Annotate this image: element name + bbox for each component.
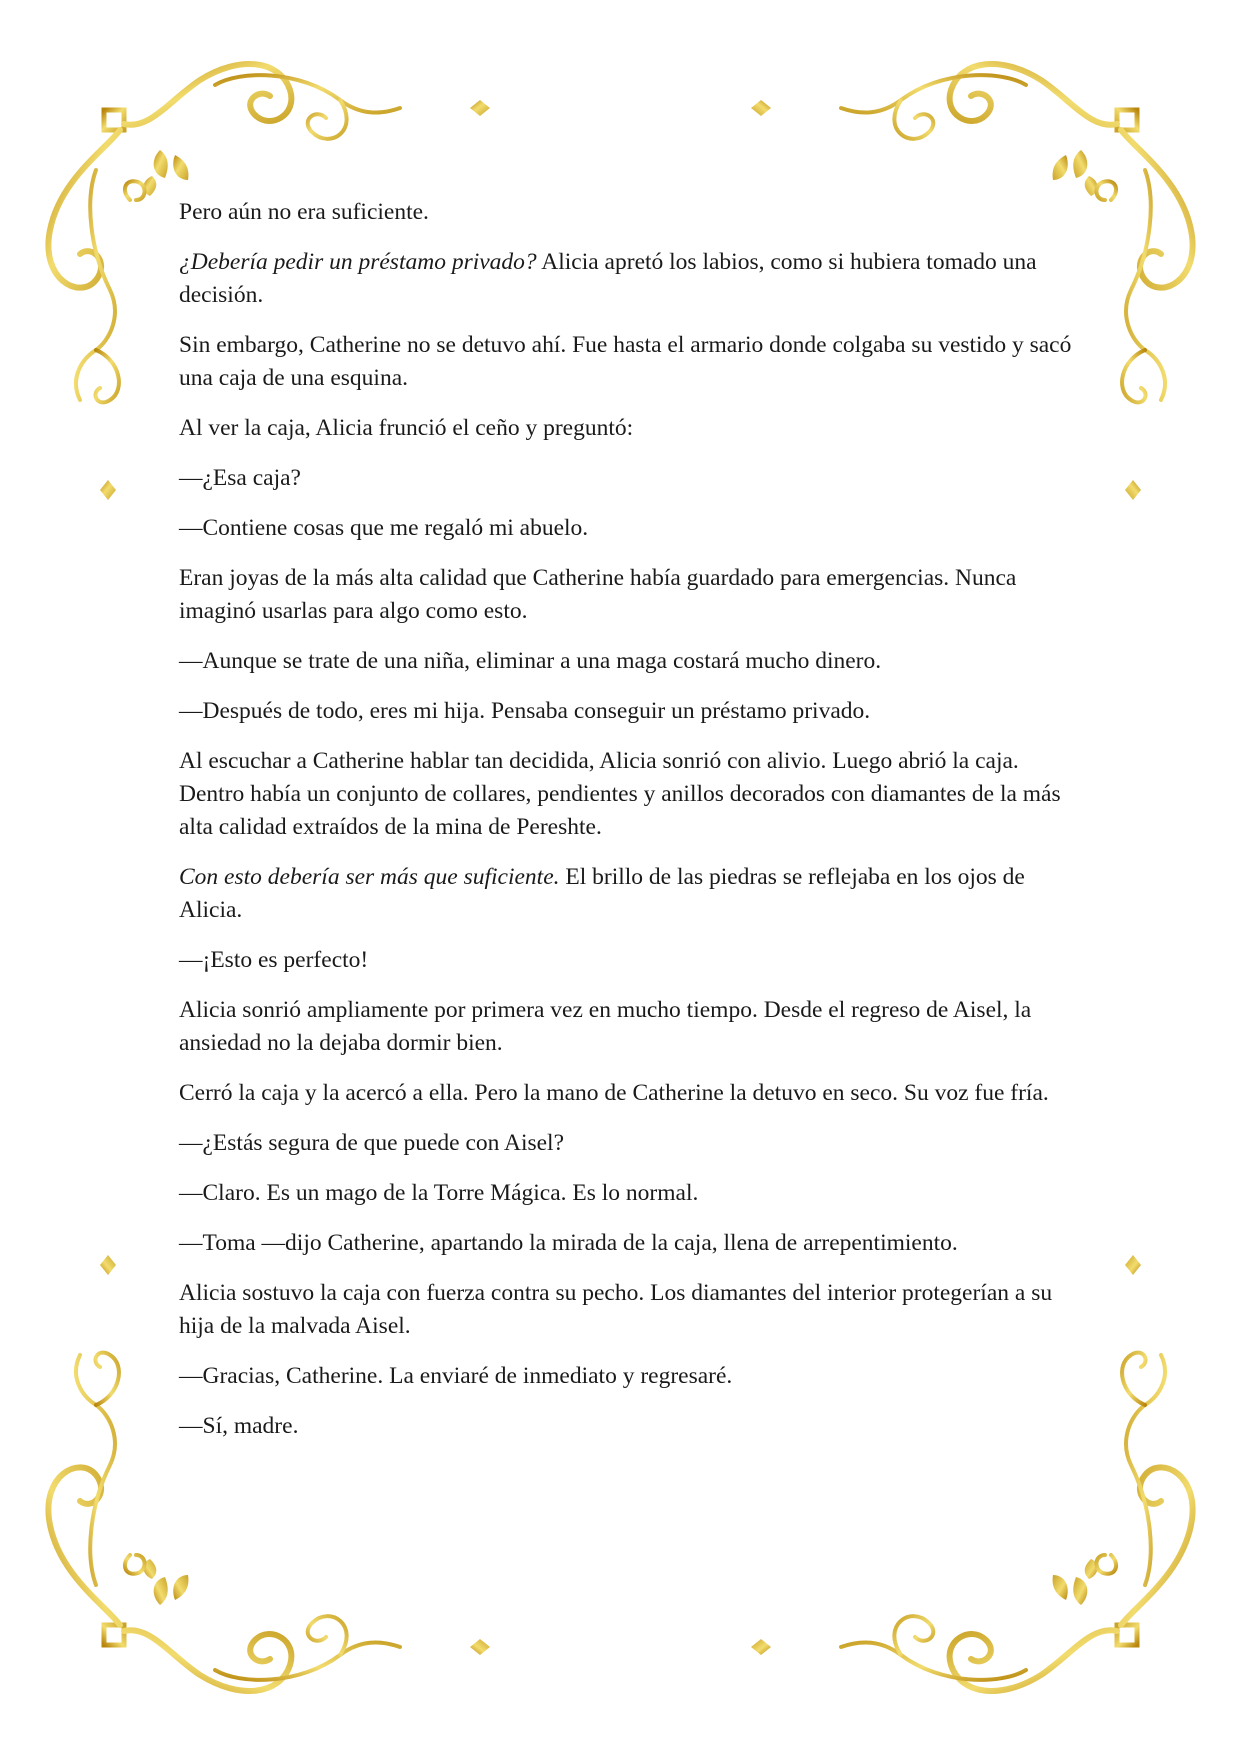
paragraph bbox=[179, 512, 1084, 545]
paragraph-text: —¡Esto es perfecto! bbox=[179, 947, 369, 973]
paragraph-text: —Después de todo, eres mi hija. Pensaba conseguir un préstamo privado. bbox=[179, 698, 871, 724]
paragraph-text: Alicia apretó los labios, como si hubiera tomado una decisión. bbox=[179, 249, 1037, 308]
paragraph bbox=[179, 1410, 1084, 1443]
paragraph bbox=[179, 412, 1084, 445]
paragraph bbox=[179, 562, 1084, 628]
paragraph-text: Cerró la caja y la acercó a ella. Pero la mano de Catherine la detuvo en seco. Su voz fue fría. bbox=[179, 1080, 1049, 1106]
paragraph-text: Al ver la caja, Alicia frunció el ceño y preguntó: bbox=[179, 415, 634, 441]
paragraph-text: Pero aún no era suficiente. bbox=[179, 199, 429, 225]
paragraph-text: Alicia sostuvo la caja con fuerza contra su pecho. Los diamantes del interior protegerían a su hija de la malvada Aisel. bbox=[179, 1280, 1053, 1339]
paragraph-text: —¿Esa caja? bbox=[179, 465, 301, 491]
paragraph-text: —¿Estás segura de que puede con Aisel? bbox=[179, 1130, 565, 1156]
paragraph-text: —Aunque se trate de una niña, eliminar a una maga costará mucho dinero. bbox=[179, 648, 882, 674]
paragraph bbox=[179, 695, 1084, 728]
paragraph bbox=[179, 246, 1084, 312]
paragraph bbox=[179, 462, 1084, 495]
paragraph bbox=[179, 1360, 1084, 1393]
paragraph-text: —Sí, madre. bbox=[179, 1413, 299, 1439]
paragraph-text: Sin embargo, Catherine no se detuvo ahí. Fue hasta el armario donde colgaba su vestido y sacó una caja de una esquina. bbox=[179, 332, 1072, 391]
paragraph-italic-thought: Con esto debería ser más que suficiente. bbox=[179, 864, 560, 890]
paragraph bbox=[179, 645, 1084, 678]
paragraph bbox=[179, 861, 1084, 927]
paragraph-text: —Contiene cosas que me regaló mi abuelo. bbox=[179, 515, 589, 541]
paragraph bbox=[179, 1177, 1084, 1210]
paragraph bbox=[179, 944, 1084, 977]
paragraph bbox=[179, 329, 1084, 395]
paragraph bbox=[179, 1227, 1084, 1260]
paragraph-text: —Claro. Es un mago de la Torre Mágica. Es lo normal. bbox=[179, 1180, 699, 1206]
paragraph-text: —Toma —dijo Catherine, apartando la mirada de la caja, llena de arrepentimiento. bbox=[179, 1230, 958, 1256]
paragraph bbox=[179, 1077, 1084, 1110]
paragraph bbox=[179, 1277, 1084, 1343]
paragraph-text: —Gracias, Catherine. La enviaré de inmediato y regresaré. bbox=[179, 1363, 733, 1389]
paragraph bbox=[179, 745, 1084, 844]
paragraph-italic-thought: ¿Debería pedir un préstamo privado? bbox=[179, 249, 537, 275]
paragraph bbox=[179, 994, 1084, 1060]
paragraph bbox=[179, 1127, 1084, 1160]
paragraph bbox=[179, 196, 1084, 229]
paragraph-text: Eran joyas de la más alta calidad que Catherine había guardado para emergencias. Nunca imaginó usarlas para algo como esto. bbox=[179, 565, 1017, 624]
paragraph-text: El brillo de las piedras se reflejaba en los ojos de Alicia. bbox=[179, 864, 1025, 923]
paragraph-text: Al escuchar a Catherine hablar tan decidida, Alicia sonrió con alivio. Luego abrió la caja. Dentro había un conjunto de collares, pendientes y anillos decorados con diamantes de la más alta calidad extraídos de la mina de Pereshte. bbox=[179, 748, 1061, 840]
paragraph-text: Alicia sonrió ampliamente por primera vez en mucho tiempo. Desde el regreso de Aisel, la ansiedad no la dejaba dormir bien. bbox=[179, 997, 1032, 1056]
story-text bbox=[179, 196, 1084, 1460]
